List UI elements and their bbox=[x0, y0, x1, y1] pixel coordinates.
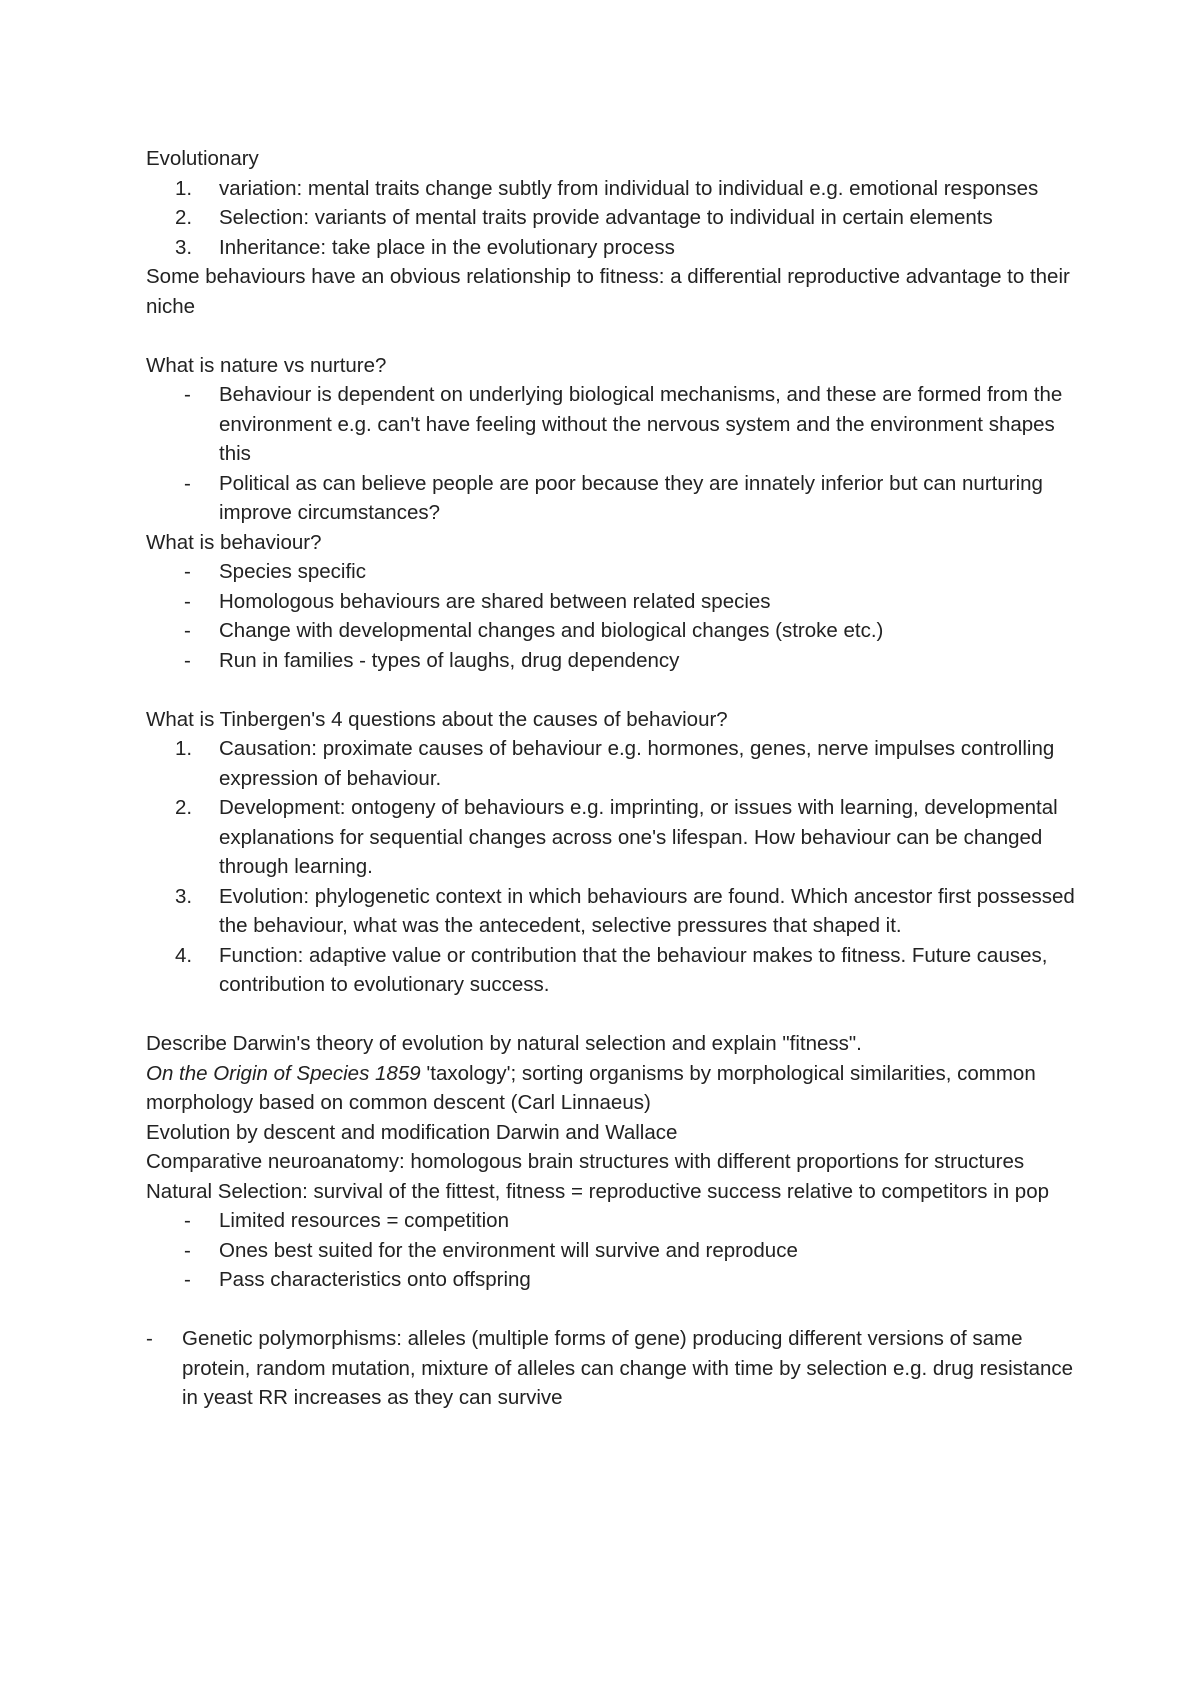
book-title: On the Origin of Species 1859 bbox=[146, 1061, 421, 1085]
bullet-dash: - bbox=[146, 1327, 153, 1350]
item-number: 4. bbox=[175, 943, 193, 967]
document-body bbox=[146, 144, 1086, 1413]
paragraph-fitness: Some behaviours have an obvious relationship to fitness: a differential reproductive advantage to their niche bbox=[146, 265, 1070, 318]
numbered-item bbox=[146, 882, 1086, 941]
item-text: Causation: proximate causes of behaviour e.g. hormones, genes, nerve impulses controlling expression of behaviour. bbox=[219, 737, 1055, 790]
bullet-item bbox=[146, 557, 1086, 587]
bullet-dash: - bbox=[184, 619, 191, 642]
item-number: 1. bbox=[175, 176, 193, 200]
item-text: Homologous behaviours are shared between related species bbox=[219, 589, 771, 613]
bullet-item bbox=[146, 646, 1086, 676]
item-number: 1. bbox=[175, 737, 193, 760]
section-heading-darwin: Describe Darwin's theory of evolution by natural selection and explain "fitness". bbox=[146, 1032, 862, 1055]
paragraph-descent: Evolution by descent and modification Darwin and Wallace bbox=[146, 1120, 678, 1144]
item-text: Genetic polymorphisms: alleles (multiple forms of gene) producing different versions of same protein, random mutation, mixture of alleles can change with time by selection e.g. drug resistance in yeast RR increases as they can survive bbox=[182, 1327, 1074, 1409]
paragraph-origin bbox=[146, 1059, 1086, 1118]
blank-line bbox=[146, 1295, 1086, 1325]
numbered-item bbox=[146, 941, 1086, 1000]
bullet-item bbox=[146, 587, 1086, 617]
item-text: Limited resources = competition bbox=[219, 1209, 509, 1232]
section-heading-evolutionary: Evolutionary bbox=[146, 147, 259, 170]
bullet-item bbox=[146, 1206, 1086, 1236]
bullet-dash: - bbox=[184, 471, 191, 495]
item-text: Inheritance: take place in the evolutionary process bbox=[219, 235, 675, 259]
bullet-dash: - bbox=[184, 1238, 191, 1262]
numbered-item bbox=[146, 233, 1086, 263]
bullet-dash: - bbox=[184, 648, 191, 672]
origin-text: 'taxology'; sorting organisms by morphological similarities, common morphology based on common descent (Carl Linnaeus) bbox=[146, 1061, 1036, 1114]
bullet-item bbox=[146, 616, 1086, 646]
item-text: Run in families - types of laughs, drug dependency bbox=[219, 648, 680, 672]
paragraph-natural-selection: Natural Selection: survival of the fittest, fitness = reproductive success relative to competitors in pop bbox=[146, 1179, 1049, 1203]
numbered-item bbox=[146, 734, 1086, 793]
bullet-item bbox=[146, 1236, 1086, 1266]
item-text: Behaviour is dependent on underlying biological mechanisms, and these are formed from the environment e.g. can't have feeling without the nervous system and the environment shapes this bbox=[219, 383, 1063, 465]
section-heading-nature: What is nature vs nurture? bbox=[146, 353, 387, 377]
item-text: Pass characteristics onto offspring bbox=[219, 1268, 531, 1291]
bullet-item-genetic bbox=[146, 1324, 1086, 1413]
item-number: 2. bbox=[175, 796, 193, 819]
item-number: 3. bbox=[175, 235, 193, 259]
bullet-dash: - bbox=[184, 383, 191, 406]
numbered-item bbox=[146, 793, 1086, 882]
item-text: Selection: variants of mental traits provide advantage to individual in certain elements bbox=[219, 206, 993, 229]
section-heading-behaviour: What is behaviour? bbox=[146, 530, 322, 554]
item-text: Political as can believe people are poor because they are innately inferior but can nurturing improve circumstances? bbox=[219, 471, 1043, 524]
bullet-dash: - bbox=[184, 1268, 191, 1291]
blank-line bbox=[146, 675, 1086, 705]
item-text: variation: mental traits change subtly from individual to individual e.g. emotional responses bbox=[219, 176, 1039, 200]
item-text: Change with developmental changes and biological changes (stroke etc.) bbox=[219, 619, 884, 642]
item-text: Evolution: phylogenetic context in which behaviours are found. Which ancestor first possessed the behaviour, what was the antecedent, selective pressures that shaped it. bbox=[219, 884, 1075, 937]
paragraph-neuroanatomy: Comparative neuroanatomy: homologous brain structures with different proportions for structures bbox=[146, 1150, 1025, 1173]
bullet-dash: - bbox=[184, 560, 191, 583]
numbered-item bbox=[146, 203, 1086, 233]
blank-line bbox=[146, 1000, 1086, 1030]
item-number: 3. bbox=[175, 884, 193, 908]
bullet-item bbox=[146, 469, 1086, 528]
bullet-dash: - bbox=[184, 589, 191, 613]
section-heading-tinbergen: What is Tinbergen's 4 questions about the causes of behaviour? bbox=[146, 707, 728, 731]
item-text: Ones best suited for the environment will survive and reproduce bbox=[219, 1238, 798, 1262]
bullet-dash: - bbox=[184, 1209, 191, 1232]
bullet-item bbox=[146, 1265, 1086, 1295]
item-text: Development: ontogeny of behaviours e.g. imprinting, or issues with learning, developmental explanations for sequential changes across one's lifespan. How behaviour can be changed through learning. bbox=[219, 796, 1058, 878]
bullet-item bbox=[146, 380, 1086, 469]
item-text: Function: adaptive value or contribution that the behaviour makes to fitness. Future causes, contribution to evolutionary success. bbox=[219, 943, 1048, 996]
item-text: Species specific bbox=[219, 560, 366, 583]
numbered-item bbox=[146, 174, 1086, 204]
item-number: 2. bbox=[175, 206, 193, 229]
blank-line bbox=[146, 321, 1086, 351]
